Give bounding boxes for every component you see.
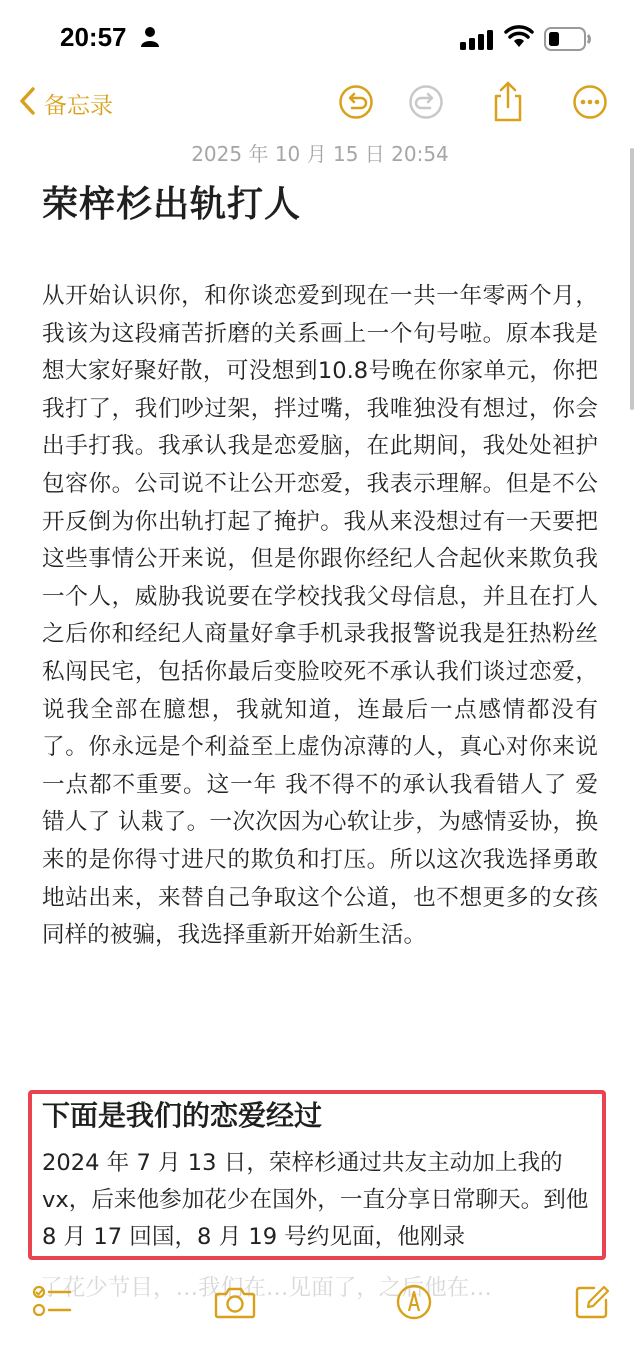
- chevron-left-icon: [18, 86, 36, 120]
- faded-overflow-text: 了花少节目，…我们在…见面了，之后他在…: [40, 1275, 492, 1301]
- scrollbar[interactable]: [630, 148, 634, 410]
- more-icon[interactable]: [572, 84, 608, 124]
- wifi-icon: [504, 24, 534, 52]
- back-button[interactable]: [18, 86, 113, 120]
- camera-icon[interactable]: [214, 1284, 256, 1324]
- status-bar: [0, 0, 640, 78]
- cellular-signal-icon: [460, 30, 494, 54]
- markup-pen-icon[interactable]: [396, 1284, 432, 1324]
- back-label: 备忘录: [44, 92, 113, 119]
- note-date: 2025 年 10 月 15 日 20:54: [191, 142, 449, 166]
- section-body[interactable]: 2024 年 7 月 13 日，荣梓杉通过共友主动加上我的 vx，后来他参加花少在国外，一直分享日常聊天。到他 8 月 17 回国，8 月 19 号约见面，他刚录: [42, 1150, 589, 1250]
- note-body[interactable]: 从开始认识你，和你谈恋爱到现在一共一年零两个月，我该为这段痛苦折磨的关系画上一个句号啦。原本我是想大家好聚好散，可没想到10.8号晚在你家单元，你把我打了，我们吵过架，拌过嘴，我唯独没有想过，你会出手打我。我承认我是恋爱脑，在此期间，我处处袒护包容你。公司说不让公开恋爱，我表示理解。但是不公开反倒为你出轨打起了掩护。我从来没想过有一天要把这些事情公开来说，但是你跟你经纪人合起伙来欺负我一个人，威胁我说要在学校找我父母信息，并且在打人之后你和经纪人商量好拿手机录我报警说我是狂热粉丝 私闯民宅，包括你最后变脸咬死不承认我们谈过恋爱，说我全部在臆想，我就知道，连最后一点感情都没有了。你永远是个利益至上虚伪凉薄的人，真心对你来说一点都不重要。这一年 我不得不的承认我看错人了 爱错人了 认栽了。一次次因为心软让步，为感情妥协，换来的是你得寸进尺的欺负和打压。所以这次我选择勇敢地站出来，来替自己争取这个公道，也不想更多的女孩同样的被骗，我选择重新开始新生活。: [42, 283, 598, 949]
- person-icon: [140, 26, 160, 52]
- note-title[interactable]: 荣梓杉出轨打人: [42, 184, 302, 225]
- section-heading[interactable]: 下面是我们的恋爱经过: [42, 1099, 323, 1132]
- share-icon[interactable]: [490, 80, 526, 126]
- battery-icon: [544, 27, 592, 55]
- status-time: 20:57: [60, 22, 127, 52]
- redo-icon[interactable]: [408, 84, 444, 124]
- undo-icon[interactable]: [338, 84, 374, 124]
- nav-bar: [0, 80, 640, 130]
- checklist-icon[interactable]: [32, 1284, 72, 1324]
- compose-icon[interactable]: [574, 1284, 610, 1324]
